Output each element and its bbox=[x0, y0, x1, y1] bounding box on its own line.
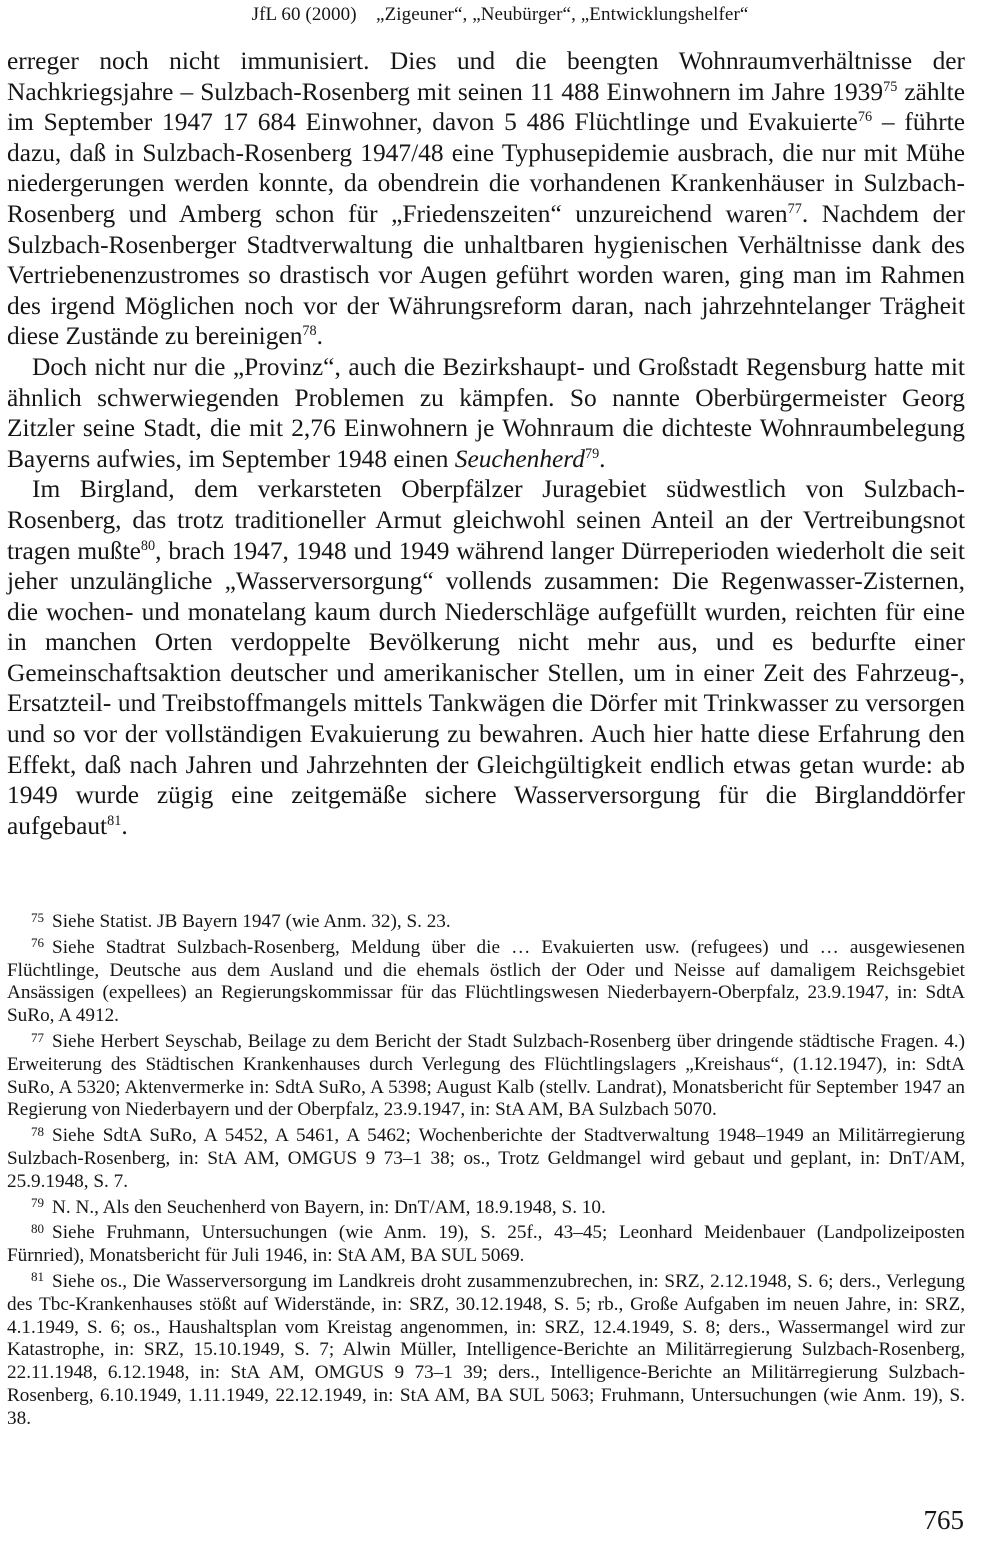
text-segment: . bbox=[316, 322, 323, 351]
footnote-number: 79 bbox=[31, 1195, 45, 1211]
footnote-number: 78 bbox=[31, 1123, 45, 1139]
text-segment: – führte dazu, daß in Sulzbach-Rosenberg 1947/48 eine Typhusepidemie ausbrach, die nur mit Mühe niedergerungen werden konnte, da obendrein die vorhandenen Krankenhäuser in Sulzbach-Rosenberg und Amberg schon für „Friedenszeiten“ unzureichend waren bbox=[7, 108, 965, 228]
running-header bbox=[0, 4, 1000, 26]
footnote-text: Siehe Statist. JB Bayern 1947 (wie Anm. 32), S. 23. bbox=[52, 911, 451, 932]
body-paragraph bbox=[7, 46, 965, 352]
footnote-text: Siehe SdtA SuRo, A 5452, A 5461, A 5462; Wochenberichte der Stadtverwaltung 1948–1949 an Militärregierung Sulzbach-Rosenberg, in: StA AM, OMGUS 9 73–1 38; os., Trotz Geldmangel wird gebaut und geplant, in: DnT/AM, 25.9.1948, S. 7. bbox=[7, 1125, 965, 1192]
footnotes bbox=[7, 911, 965, 1434]
footnote-text: Siehe os., Die Wasserversorgung im Landkreis droht zusammenzubrechen, in: SRZ, 2.12.1948, S. 6; ders., Verlegung des Tbc-Krankenhauses stößt auf Widerstände, in: SRZ, 30.12.1948, S. 5; rb., Große Aufgaben im neuen Jahre, in: SRZ, 4.1.1949, S. 6; os., Haushaltsplan vom Kreistag angenommen, in: SRZ, 12.4.1949, S. 8; ders., Wassermangel wird zur Katastrophe, in: SRZ, 15.10.1949, S. 7; Alwin Müller, Intelligence-Berichte an Militärregierung Sulzbach-Rosenberg, 22.11.1948, 6.12.1948, in: StA AM, OMGUS 9 73–1 39; ders., Intelligence-Berichte an Militärregierung Sulzbach-Rosenberg, 6.10.1949, 1.11.1949, 22.12.1949, in: StA AM, BA SUL 5063; Fruhmann, Untersuchungen (wie Anm. 19), S. 38. bbox=[7, 1270, 965, 1429]
footnote bbox=[7, 911, 965, 934]
footnote-text: Siehe Herbert Seyschab, Beilage zu dem Bericht der Stadt Sulzbach-Rosenberg über dringende städtische Fragen. 4.) Erweiterung des Städtischen Krankenhauses durch Verlegung des Flüchtlingslagers „Kreishaus“, (1.12.1947), in: SdtA SuRo, A 5320; Aktenvermerke in: SdtA SuRo, A 5398; August Kalb (stellv. Landrat), Monatsbericht für September 1947 an Regierung von Niederbayern und der Oberpfalz, 23.9.1947, in: StA AM, BA Sulzbach 5070. bbox=[7, 1030, 965, 1121]
body-paragraph bbox=[7, 352, 965, 474]
emphasis-text: Seuchenherd bbox=[454, 444, 585, 473]
footnote-number: 81 bbox=[31, 1269, 45, 1285]
page-number: 765 bbox=[923, 1505, 964, 1535]
main-text bbox=[7, 46, 965, 841]
footnote-text: Siehe Stadtrat Sulzbach-Rosenberg, Meldung über die … Evakuierten usw. (refugees) und … ausgewiesenen Flüchtlinge, Deutsche aus dem Ausland und die ehemals östlich der Oder und Neisse auf damaligem Reichsgebiet Ansässigen (expellees) an Regierungskommissar für das Flüchtlingswesen Niederbayern-Oberpfalz, 23.9.1947, in: SdtA SuRo, A 4912. bbox=[7, 936, 965, 1027]
footnote-reference: 80 bbox=[140, 537, 156, 554]
footnote-reference: 77 bbox=[787, 201, 802, 218]
footnote bbox=[7, 1222, 965, 1268]
text-segment: zählte im September 1947 17 684 Einwohner, davon 5 486 Flüchtlinge und Evakuierte bbox=[7, 77, 965, 137]
footnote-number: 75 bbox=[31, 909, 45, 925]
text-segment: Doch nicht nur die „Provinz“, auch die Bezirkshaupt- und Großstadt Regensburg hatte mit ähnlich schwerwiegenden Problemen zu kämpfen. So nannte Oberbürgermeister Georg Zitzler seine Stadt, die mit 2,76 Einwohnern je Wohnraum die dichteste Wohnraumbelegung Bayerns aufwies, im September 1948 einen bbox=[7, 352, 965, 473]
footnote-reference: 75 bbox=[883, 78, 898, 95]
text-segment: , brach 1947, 1948 und 1949 während langer Dürreperioden wiederholt die seit jeher unzulängliche „Wasserversorgung“ vollends zusammen: Die Regenwasser-Zisternen, die wochen- und monatelang kaum durch Niederschläge aufgefüllt wurden, reichten für eine in manchen Orten verdoppelte Bevölkerung nicht mehr aus, und es bedurfte einer Gemeinschaftsaktion deutscher und amerikanischer Stellen, um in einer Zeit des Fahrzeug-, Ersatzteil- und Treibstoffmangels mittels Tankwägen die Dörfer mit Trinkwasser zu versorgen und so vor der vollständigen Evakuierung zu bewahren. Auch hier hatte diese Erfahrung den Effekt, daß nach Jahren und Jahrzehnten der Gleichgültigkeit endlich etwas getan wurde: ab 1949 wurde zügig eine zeitgemäße sichere Wasserversorgung für die Birglanddörfer aufgebaut bbox=[7, 536, 965, 840]
footnote-reference: 79 bbox=[584, 445, 600, 462]
footnote bbox=[7, 1197, 965, 1220]
text-segment: . bbox=[599, 444, 606, 473]
footnote bbox=[7, 1031, 965, 1122]
footnote bbox=[7, 1271, 965, 1431]
footnote-text: N. N., Als den Seuchenherd von Bayern, in: DnT/AM, 18.9.1948, S. 10. bbox=[52, 1196, 606, 1218]
text-segment: . Nachdem der Sulzbach-Rosenberger Stadtverwaltung die unhaltbaren hygienischen Verhältnisse dank des Vertriebenenzustromes so drastisch vor Augen geführt worden waren, ging man im Rahmen des irgend Möglichen noch vor der Währungsreform daran, nach jahrzehntelanger Trägheit diese Zustände zu bereinigen bbox=[7, 199, 966, 351]
text-segment: . bbox=[121, 811, 128, 840]
text-segment: erreger noch nicht immunisiert. Dies und die beengten Wohnraumverhältnisse der Nachkriegsjahre – Sulzbach-Rosenberg mit seinen 11 488 Einwohnern im Jahre 1939 bbox=[7, 47, 965, 106]
footnote-number: 80 bbox=[31, 1220, 45, 1236]
footnote-reference: 76 bbox=[857, 109, 873, 126]
footnote-reference: 78 bbox=[302, 323, 317, 340]
footnote-reference: 81 bbox=[107, 813, 122, 830]
footnote bbox=[7, 937, 965, 1028]
footnote-number: 76 bbox=[31, 935, 45, 951]
footnote-text: Siehe Fruhmann, Untersuchungen (wie Anm. 19), S. 25f., 43–45; Leonhard Meidenbauer (Landpolizeiposten Fürnried), Monatsbericht für Juli 1946, in: StA AM, BA SUL 5069. bbox=[7, 1222, 965, 1267]
footnote-number: 77 bbox=[31, 1029, 45, 1045]
text-segment: Im Birgland, dem verkarsteten Oberpfälzer Juragebiet südwestlich von Sulzbach-Rosenberg, das trotz traditioneller Armut gleichwohl seinen Anteil an der Vertreibungsnot tragen mußte bbox=[7, 475, 965, 565]
running-header-text: JfL 60 (2000) „Zigeuner“, „Neubürger“, „Entwicklungshelfer“ bbox=[251, 4, 749, 25]
footnote bbox=[7, 1125, 965, 1193]
body-paragraph bbox=[7, 474, 965, 841]
